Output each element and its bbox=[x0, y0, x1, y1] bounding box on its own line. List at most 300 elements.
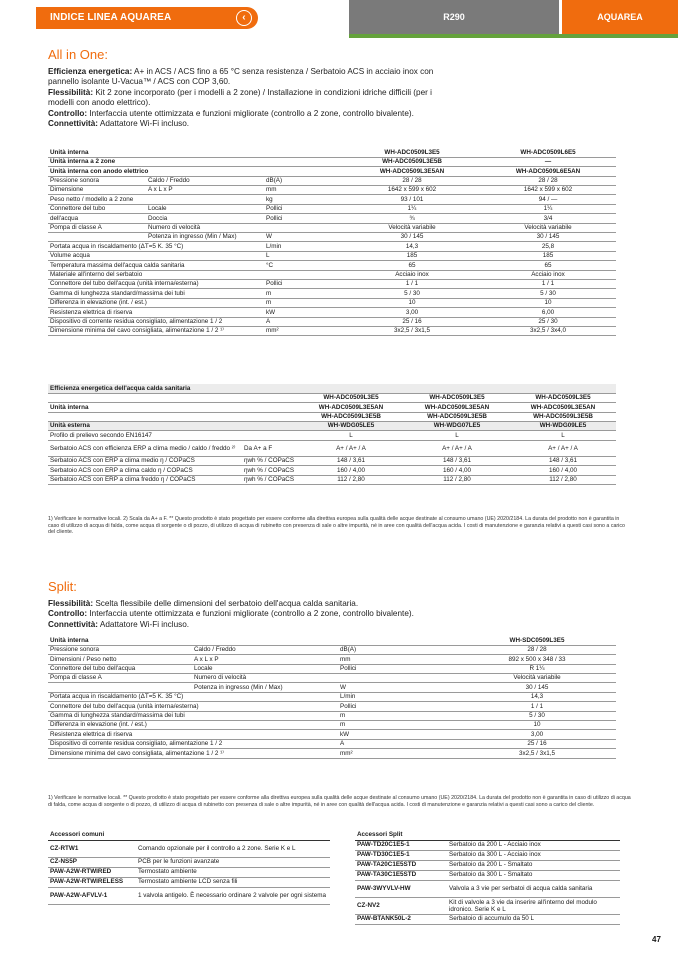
row-unit: W bbox=[264, 233, 344, 242]
erp-value: 112 / 2,80 bbox=[298, 475, 404, 484]
ext-model: WH-WDG09LE5 bbox=[510, 422, 616, 431]
row-unit: °C bbox=[264, 261, 344, 270]
unit-label: Unità interna bbox=[48, 403, 298, 412]
intro-heading: Efficienza energetica: bbox=[48, 67, 133, 76]
brand-tab: AQUAREA bbox=[562, 0, 678, 34]
accessory-desc: Serbatoio da 300 L - Smaltato bbox=[447, 870, 620, 880]
erp-model: WH-ADC0509L3E5 bbox=[510, 393, 616, 402]
row-label: Serbatoio ACS con ERP a clima caldo ŋ / COPaCS bbox=[48, 466, 242, 475]
value-col1: 5 / 30 bbox=[344, 289, 480, 298]
value: 1 / 1 bbox=[458, 702, 616, 711]
allinone-spec-table bbox=[48, 148, 616, 336]
row-sublabel: Caldo / Freddo bbox=[192, 645, 338, 654]
row-unit: m bbox=[264, 289, 344, 298]
table-row bbox=[48, 186, 616, 195]
value-col2: 30 / 145 bbox=[480, 233, 616, 242]
table-row bbox=[48, 317, 616, 326]
accessory-row bbox=[355, 880, 620, 897]
erp-value: A+ / A+ / A bbox=[510, 440, 616, 456]
table-row bbox=[48, 223, 616, 232]
intro-paragraph bbox=[48, 88, 448, 109]
model-value: WH-SDC0509L3E5 bbox=[458, 636, 616, 645]
row-unit: Pollici bbox=[264, 214, 344, 223]
intro-paragraph bbox=[48, 620, 468, 630]
accessory-desc: Termostato ambiente bbox=[136, 867, 330, 877]
table-row bbox=[48, 645, 616, 654]
accessory-desc: Serbatoio da 200 L - Acciaio inox bbox=[447, 840, 620, 850]
row-sublabel: Numero di velocità bbox=[192, 674, 338, 683]
model-value: WH-ADC0509L3E5 bbox=[344, 148, 480, 157]
value-col2: 185 bbox=[480, 251, 616, 260]
row-sublabel: Locale bbox=[192, 664, 338, 673]
intro-heading: Controllo: bbox=[48, 108, 88, 118]
intro-paragraph bbox=[48, 609, 468, 619]
erp-value: L bbox=[404, 431, 510, 440]
erp-model: WH-ADC0509L3E5 bbox=[404, 393, 510, 402]
row-label: Unità interna con anodo elettrico bbox=[48, 167, 344, 176]
table-row bbox=[48, 440, 616, 456]
value-col2: 5 / 30 bbox=[480, 289, 616, 298]
table-row bbox=[48, 176, 616, 185]
row-label: Differenza in elevazione (int. / est.) bbox=[50, 299, 147, 307]
table-row bbox=[48, 326, 616, 335]
accessory-code: PAW-BTANK50L-2 bbox=[355, 914, 447, 924]
top-bar bbox=[0, 0, 678, 34]
model-value: WH-ADC0509L3E5AN bbox=[344, 167, 480, 176]
erp-value: L bbox=[510, 431, 616, 440]
intro-text: Interfaccia utente ottimizzata e funzioni migliorate (controllo a 2 zone, controllo bivalente). bbox=[87, 108, 414, 118]
value-col1: 65 bbox=[344, 261, 480, 270]
value-col2: 10 bbox=[480, 298, 616, 307]
accessory-row bbox=[355, 897, 620, 914]
accessory-desc: Serbatoio da 200 L - Smaltato bbox=[447, 860, 620, 870]
split-title: Split: bbox=[48, 579, 77, 594]
erp-value: 112 / 2,80 bbox=[510, 475, 616, 484]
row-label: Dispositivo di corrente residua consigliato, alimentazione 1 / 2 bbox=[50, 317, 223, 325]
row-label: Materiale all'interno del serbatoio bbox=[48, 270, 146, 279]
value-col2: 6,00 bbox=[480, 308, 616, 317]
table-row bbox=[48, 456, 616, 465]
split-intro bbox=[48, 599, 468, 630]
intro-text: A+ in ACS / ACS fino a 65 °C senza resistenza / Serbatoio ACS in acciaio inox con pannello isolante U-Vacua™ / ACS con COP 3,60. bbox=[48, 67, 434, 87]
row-unit: Da A+ a F bbox=[242, 440, 298, 456]
row-unit: Pollici bbox=[264, 279, 344, 288]
row-label: Resistenza elettrica di riserva bbox=[48, 730, 192, 739]
accessory-row bbox=[355, 914, 620, 924]
row-sublabel: A x L x P bbox=[146, 186, 264, 195]
row-label: Connettore del tubo bbox=[48, 204, 146, 213]
accessory-desc: Serbatoio da 300 L - Acciaio inox bbox=[447, 850, 620, 860]
row-sublabel bbox=[192, 711, 338, 720]
table-row bbox=[48, 711, 616, 720]
table-row bbox=[48, 721, 616, 730]
row-unit: ŋwh % / COPaCS bbox=[242, 466, 298, 475]
erp-value: 160 / 4,00 bbox=[298, 466, 404, 475]
accessory-code: PAW-TA30C1E5STD bbox=[355, 870, 447, 880]
row-unit: kW bbox=[338, 730, 458, 739]
value-col1: 1 / 1 bbox=[344, 279, 480, 288]
value-col2: 65 bbox=[480, 261, 616, 270]
table-row bbox=[48, 683, 616, 692]
value-col2: Acciaio inox bbox=[480, 270, 616, 279]
accessory-desc: Serbatoio di accumulo da 50 L bbox=[447, 914, 620, 924]
accessory-code: PAW-3WYVLV-HW bbox=[355, 880, 447, 897]
row-unit: L/min bbox=[264, 242, 344, 251]
table-header bbox=[48, 830, 330, 840]
intro-text: Scelta flessibile delle dimensioni del serbatoio dell'acqua calda sanitaria. bbox=[93, 599, 359, 608]
table-row bbox=[48, 749, 616, 758]
accessory-row bbox=[48, 840, 330, 857]
accessory-code: PAW-A2W-RTWIRED bbox=[48, 867, 136, 877]
value: R 1¼ bbox=[458, 664, 616, 673]
accessories-title: Accessori Split bbox=[355, 830, 620, 840]
accessory-row bbox=[48, 887, 330, 904]
row-label: Dimensione bbox=[48, 186, 146, 195]
table-row bbox=[48, 422, 616, 431]
erp-value: A+ / A+ / A bbox=[298, 440, 404, 456]
value-col1: 25 / 16 bbox=[344, 317, 480, 326]
intro-paragraph bbox=[48, 119, 448, 129]
table-row bbox=[48, 692, 616, 701]
table-row bbox=[48, 157, 616, 166]
value-col2: 1642 x 599 x 602 bbox=[480, 186, 616, 195]
unit-label-blank bbox=[48, 412, 298, 421]
table-row bbox=[48, 204, 616, 213]
value-col1: 1¼ bbox=[344, 204, 480, 213]
table-row bbox=[48, 702, 616, 711]
table-header bbox=[355, 830, 620, 840]
row-sublabel bbox=[146, 308, 264, 317]
erp-model: WH-ADC0509L3E5B bbox=[298, 412, 404, 421]
ext-model: WH-WDG05LE5 bbox=[298, 422, 404, 431]
erp-value: 148 / 3,61 bbox=[404, 456, 510, 465]
table-row bbox=[48, 403, 616, 412]
accessory-desc: Comando opzionale per il controllo a 2 zone. Serie K e L bbox=[136, 840, 330, 857]
row-unit: mm bbox=[338, 655, 458, 664]
accessory-row bbox=[355, 850, 620, 860]
value: 892 x 500 x 348 / 33 bbox=[458, 655, 616, 664]
allinone-title: All in One: bbox=[48, 47, 108, 62]
table-row bbox=[48, 167, 616, 176]
erp-table bbox=[48, 384, 616, 485]
row-label: Portata acqua in riscaldamento (ΔT=5 K. 35 °C) bbox=[50, 242, 184, 250]
value-col2: 94 / — bbox=[480, 195, 616, 204]
accessory-row bbox=[48, 867, 330, 877]
row-label: Pressione sonora bbox=[48, 645, 192, 654]
row-unit bbox=[338, 674, 458, 683]
row-unit: ŋwh % / COPaCS bbox=[242, 456, 298, 465]
table-row bbox=[48, 308, 616, 317]
split-accessories-table bbox=[355, 830, 620, 925]
table-row bbox=[48, 393, 616, 402]
value-col1: 1642 x 599 x 602 bbox=[344, 186, 480, 195]
table-row bbox=[48, 466, 616, 475]
row-unit: A bbox=[264, 317, 344, 326]
row-sublabel: Potenza in ingresso (Min / Max) bbox=[146, 233, 264, 242]
row-label bbox=[48, 683, 192, 692]
value-col1: ¾ bbox=[344, 214, 480, 223]
row-label: Connettore del tubo dell'acqua bbox=[48, 664, 192, 673]
accessory-desc: Termostato ambiente LCD senza fili bbox=[136, 877, 330, 887]
erp-model: WH-ADC0509L3E5AN bbox=[298, 403, 404, 412]
erp-value: 148 / 3,61 bbox=[510, 456, 616, 465]
row-unit: L/min bbox=[338, 692, 458, 701]
row-label: Dimensione minima del cavo consigliata, alimentazione 1 / 2 ¹⁾ bbox=[50, 327, 224, 335]
intro-heading: Controllo: bbox=[48, 609, 88, 619]
intro-paragraph bbox=[48, 67, 448, 88]
chevron-left-icon[interactable]: ‹ bbox=[236, 10, 252, 26]
common-accessories-table bbox=[48, 830, 330, 905]
erp-value: 148 / 3,61 bbox=[298, 456, 404, 465]
value-col2: 25,8 bbox=[480, 242, 616, 251]
accessory-row bbox=[355, 870, 620, 880]
erp-model: WH-ADC0509L3E5B bbox=[404, 412, 510, 421]
model-tab: R290 bbox=[349, 0, 559, 34]
row-sublabel: Potenza in ingresso (Min / Max) bbox=[192, 683, 338, 692]
row-label: Profilo di prelievo secondo EN16147 bbox=[48, 431, 242, 440]
erp-value: L bbox=[298, 431, 404, 440]
row-label: Portata acqua in riscaldamento (ΔT=5 K. 35 °C) bbox=[48, 692, 192, 701]
intro-text: Adattatore Wi-Fi incluso. bbox=[98, 619, 190, 629]
value-col1: 93 / 101 bbox=[344, 195, 480, 204]
row-label: Dispositivo di corrente residua consigliato, alimentazione 1 / 2 bbox=[50, 740, 223, 748]
table-row bbox=[48, 384, 616, 393]
row-unit: Pollici bbox=[338, 702, 458, 711]
accessory-code: CZ-NV2 bbox=[355, 897, 447, 914]
value: 5 / 30 bbox=[458, 711, 616, 720]
accessory-code: PAW-A2W-AFVLV-1 bbox=[48, 887, 136, 904]
row-unit: kg bbox=[264, 195, 344, 204]
row-sublabel: Numero di velocità bbox=[146, 223, 264, 232]
ext-model: WH-WDG07LE5 bbox=[404, 422, 510, 431]
value-col1: 14,3 bbox=[344, 242, 480, 251]
erp-title: Efficienza energetica dell'acqua calda sanitaria bbox=[48, 384, 616, 393]
value-col1: 3,00 bbox=[344, 308, 480, 317]
accessories-title: Accessori comuni bbox=[48, 830, 330, 840]
value-col1: 30 / 145 bbox=[344, 233, 480, 242]
table-row bbox=[48, 261, 616, 270]
row-label: Volume acqua bbox=[48, 251, 146, 260]
row-unit: L bbox=[264, 251, 344, 260]
value-col2: 25 / 30 bbox=[480, 317, 616, 326]
value: 25 / 16 bbox=[458, 739, 616, 748]
row-sublabel bbox=[146, 270, 264, 279]
value: 30 / 145 bbox=[458, 683, 616, 692]
unit-label-blank bbox=[48, 393, 298, 402]
accessory-code: PAW-TD30C1E5-1 bbox=[355, 850, 447, 860]
intro-heading: Flessibilità: bbox=[48, 599, 94, 608]
row-unit: kW bbox=[264, 308, 344, 317]
row-unit: Pollici bbox=[338, 664, 458, 673]
row-label: Unità interna a 2 zone bbox=[48, 157, 344, 166]
intro-heading: Connettività: bbox=[48, 119, 99, 129]
erp-model: WH-ADC0509L3E5B bbox=[510, 412, 616, 421]
model-value: WH-ADC0509L6E5 bbox=[480, 148, 616, 157]
row-unit: W bbox=[338, 683, 458, 692]
accessory-row bbox=[48, 877, 330, 887]
row-label: Pressione sonora bbox=[48, 176, 146, 185]
table-row bbox=[48, 279, 616, 288]
index-label: INDICE LINEA AQUAREA bbox=[50, 12, 172, 23]
value-col2: 1¼ bbox=[480, 204, 616, 213]
row-unit: mm² bbox=[264, 326, 344, 335]
split-footnote: 1) Verificare le normative locali. ** Questo prodotto è stato progettato per essere conforme alla direttiva europea sulla qualità delle acque destinate al consumo umano (UE) 2020/2184. La durata del prodotto non è garantita in caso di utilizzo di acqua di falda, come acqua di sorgente o di pozzo, di utilizzo di acqua di rubinetto con presenza di sale o altre impurità, né in aree con qualità dell'acqua acida. I costi di manutenzione e garanzia relativi a questi casi sono a carico del cliente. bbox=[48, 795, 631, 808]
row-label-cont: dell'acqua bbox=[50, 214, 79, 222]
value-col1: 10 bbox=[344, 298, 480, 307]
table-row bbox=[48, 412, 616, 421]
table-row bbox=[48, 233, 616, 242]
row-unit: ŋwh % / COPaCS bbox=[242, 475, 298, 484]
accessory-desc: Kit di valvole a 3 vie da inserire all'interno del modulo idronico. Serie K e L bbox=[447, 897, 620, 914]
model-value: WH-ADC0509L3E5B bbox=[344, 157, 480, 166]
intro-heading: Flessibilità: bbox=[48, 87, 94, 97]
accessory-desc: 1 valvola antigelo. È necessario ordinare 2 valvole per ogni sistema bbox=[136, 887, 330, 904]
value: 3,00 bbox=[458, 730, 616, 739]
row-label: Serbatoio ACS con ERP a clima freddo ŋ / COPaCS bbox=[48, 475, 242, 484]
page-number: 47 bbox=[652, 935, 661, 944]
row-label: Resistenza elettrica di riserva bbox=[48, 308, 146, 317]
index-link[interactable] bbox=[36, 7, 258, 29]
table-row bbox=[48, 148, 616, 157]
accessory-code: CZ-NS5P bbox=[48, 857, 136, 867]
row-unit bbox=[264, 270, 344, 279]
accessory-desc: Valvola a 3 vie per serbatoi di acqua calda sanitaria bbox=[447, 880, 620, 897]
row-sublabel bbox=[192, 692, 338, 701]
accent-bar bbox=[349, 34, 678, 38]
value-col2: 3x2,5 / 3x4,0 bbox=[480, 326, 616, 335]
erp-value: 160 / 4,00 bbox=[404, 466, 510, 475]
table-row bbox=[48, 431, 616, 440]
table-row bbox=[48, 251, 616, 260]
row-label: Serbatoio ACS con ERP a clima medio ŋ / COPaCS bbox=[48, 456, 242, 465]
erp-value: A+ / A+ / A bbox=[404, 440, 510, 456]
row-label bbox=[48, 214, 146, 223]
row-label: Differenza in elevazione (int. / est.) bbox=[48, 721, 192, 730]
value-col1: Velocità variabile bbox=[344, 223, 480, 232]
value: Velocità variabile bbox=[458, 674, 616, 683]
row-unit: dB(A) bbox=[338, 645, 458, 654]
row-label: Connettore del tubo dell'acqua (unità interna/esterna) bbox=[50, 702, 199, 710]
intro-paragraph bbox=[48, 599, 468, 609]
table-row bbox=[48, 242, 616, 251]
row-label: Peso netto / modello a 2 zone bbox=[48, 195, 146, 204]
row-label: Gamma di lunghezza standard/massima dei tubi bbox=[50, 289, 185, 297]
intro-text: Kit 2 zone incorporato (per i modelli a 2 zone) / Installazione in condizioni idriche difficili (per i modelli con anodo elettrico). bbox=[48, 87, 432, 108]
row-unit bbox=[264, 223, 344, 232]
erp-model: WH-ADC0509L3E5AN bbox=[510, 403, 616, 412]
accessory-code: PAW-TA20C1E5STD bbox=[355, 860, 447, 870]
row-unit: m bbox=[338, 721, 458, 730]
allinone-footnote: 1) Verificare le normative locali. 2) Scala da A+ a F. ** Questo prodotto è stato progettato per essere conforme alla direttiva europea sulla qualità delle acque destinate al consumo umano (UE) 2020/2184. La durata del prodotto non è garantita in caso di utilizzo di acqua di falda, come acqua di sorgente o di pozzo, di utilizzo di acqua di rubinetto con presenza di sale o altre impurità, né in aree con qualità dell'acqua acida. I costi di manutenzione e garanzia relativi a questi casi sono a carico del cliente. bbox=[48, 516, 625, 536]
row-sublabel bbox=[192, 702, 338, 711]
table-row bbox=[48, 195, 616, 204]
row-unit: m bbox=[338, 711, 458, 720]
row-unit: A bbox=[338, 739, 458, 748]
row-sublabel bbox=[146, 251, 264, 260]
row-unit: mm bbox=[264, 186, 344, 195]
ext-label: Unità esterna bbox=[48, 422, 298, 431]
accessory-code: PAW-TD20C1E5-1 bbox=[355, 840, 447, 850]
allinone-intro bbox=[48, 67, 448, 129]
table-row bbox=[48, 636, 616, 645]
row-sublabel: Doccia bbox=[146, 214, 264, 223]
row-label: Pompa di classe A bbox=[48, 223, 146, 232]
row-label: Serbatoio ACS con efficienza ERP a clima medio / caldo / freddo ²⁾ bbox=[48, 440, 242, 456]
erp-value: 112 / 2,80 bbox=[404, 475, 510, 484]
accessory-row bbox=[355, 840, 620, 850]
value-col2: Velocità variabile bbox=[480, 223, 616, 232]
value: 3x2,5 / 3x1,5 bbox=[458, 749, 616, 758]
erp-model: WH-ADC0509L3E5 bbox=[298, 393, 404, 402]
row-label: Temperatura massima dell'acqua calda sanitaria bbox=[50, 261, 185, 269]
accessory-code: CZ-RTW1 bbox=[48, 840, 136, 857]
row-sublabel: Locale bbox=[146, 204, 264, 213]
table-row bbox=[48, 270, 616, 279]
row-label bbox=[48, 233, 146, 242]
model-value: WH-ADC0509L6E5AN bbox=[480, 167, 616, 176]
value-col1: 28 / 28 bbox=[344, 176, 480, 185]
table-row bbox=[48, 655, 616, 664]
intro-heading: Connettività: bbox=[48, 619, 99, 629]
row-label: Pompa di classe A bbox=[48, 674, 192, 683]
row-label: Dimensione minima del cavo consigliata, alimentazione 1 / 2 ¹⁾ bbox=[50, 749, 224, 757]
value-col1: Acciaio inox bbox=[344, 270, 480, 279]
table-row bbox=[48, 674, 616, 683]
table-row bbox=[48, 664, 616, 673]
row-sublabel bbox=[146, 195, 264, 204]
table-row bbox=[48, 289, 616, 298]
value-col2: 28 / 28 bbox=[480, 176, 616, 185]
row-label: Unità interna bbox=[48, 148, 344, 157]
row-label: Dimensioni / Peso netto bbox=[48, 655, 192, 664]
value-col2: 3/4 bbox=[480, 214, 616, 223]
row-label: Gamma di lunghezza standard/massima dei tubi bbox=[48, 711, 192, 720]
value-col2: 1 / 1 bbox=[480, 279, 616, 288]
row-unit: dB(A) bbox=[264, 176, 344, 185]
value-col1: 3x2,5 / 3x1,5 bbox=[344, 326, 480, 335]
row-sublabel bbox=[146, 298, 264, 307]
row-sublabel bbox=[192, 721, 338, 730]
table-row bbox=[48, 214, 616, 223]
accessory-code: PAW-A2W-RTWIRELESS bbox=[48, 877, 136, 887]
row-sublabel bbox=[192, 730, 338, 739]
table-row bbox=[48, 475, 616, 484]
erp-value: 160 / 4,00 bbox=[510, 466, 616, 475]
value: 28 / 28 bbox=[458, 645, 616, 654]
accessory-desc: PCB per le funzioni avanzate bbox=[136, 857, 330, 867]
table-row bbox=[48, 739, 616, 748]
row-sublabel: A x L x P bbox=[192, 655, 338, 664]
row-unit: Pollici bbox=[264, 204, 344, 213]
accessory-row bbox=[355, 860, 620, 870]
accessory-row bbox=[48, 857, 330, 867]
intro-text: Interfaccia utente ottimizzata e funzioni migliorate (controllo a 2 zone, controllo bivalente). bbox=[87, 609, 414, 619]
row-sublabel: Caldo / Freddo bbox=[146, 176, 264, 185]
split-spec-table bbox=[48, 636, 616, 759]
row-unit bbox=[242, 431, 298, 440]
row-unit: mm² bbox=[338, 749, 458, 758]
row-label: Connettore del tubo dell'acqua (unità interna/esterna) bbox=[50, 280, 199, 288]
value: 10 bbox=[458, 721, 616, 730]
intro-paragraph bbox=[48, 109, 448, 119]
value-col1: 185 bbox=[344, 251, 480, 260]
row-label: Unità interna bbox=[48, 636, 458, 645]
table-row bbox=[48, 298, 616, 307]
erp-model: WH-ADC0509L3E5AN bbox=[404, 403, 510, 412]
intro-text: Adattatore Wi-Fi incluso. bbox=[98, 119, 190, 129]
row-unit: m bbox=[264, 298, 344, 307]
table-row bbox=[48, 730, 616, 739]
